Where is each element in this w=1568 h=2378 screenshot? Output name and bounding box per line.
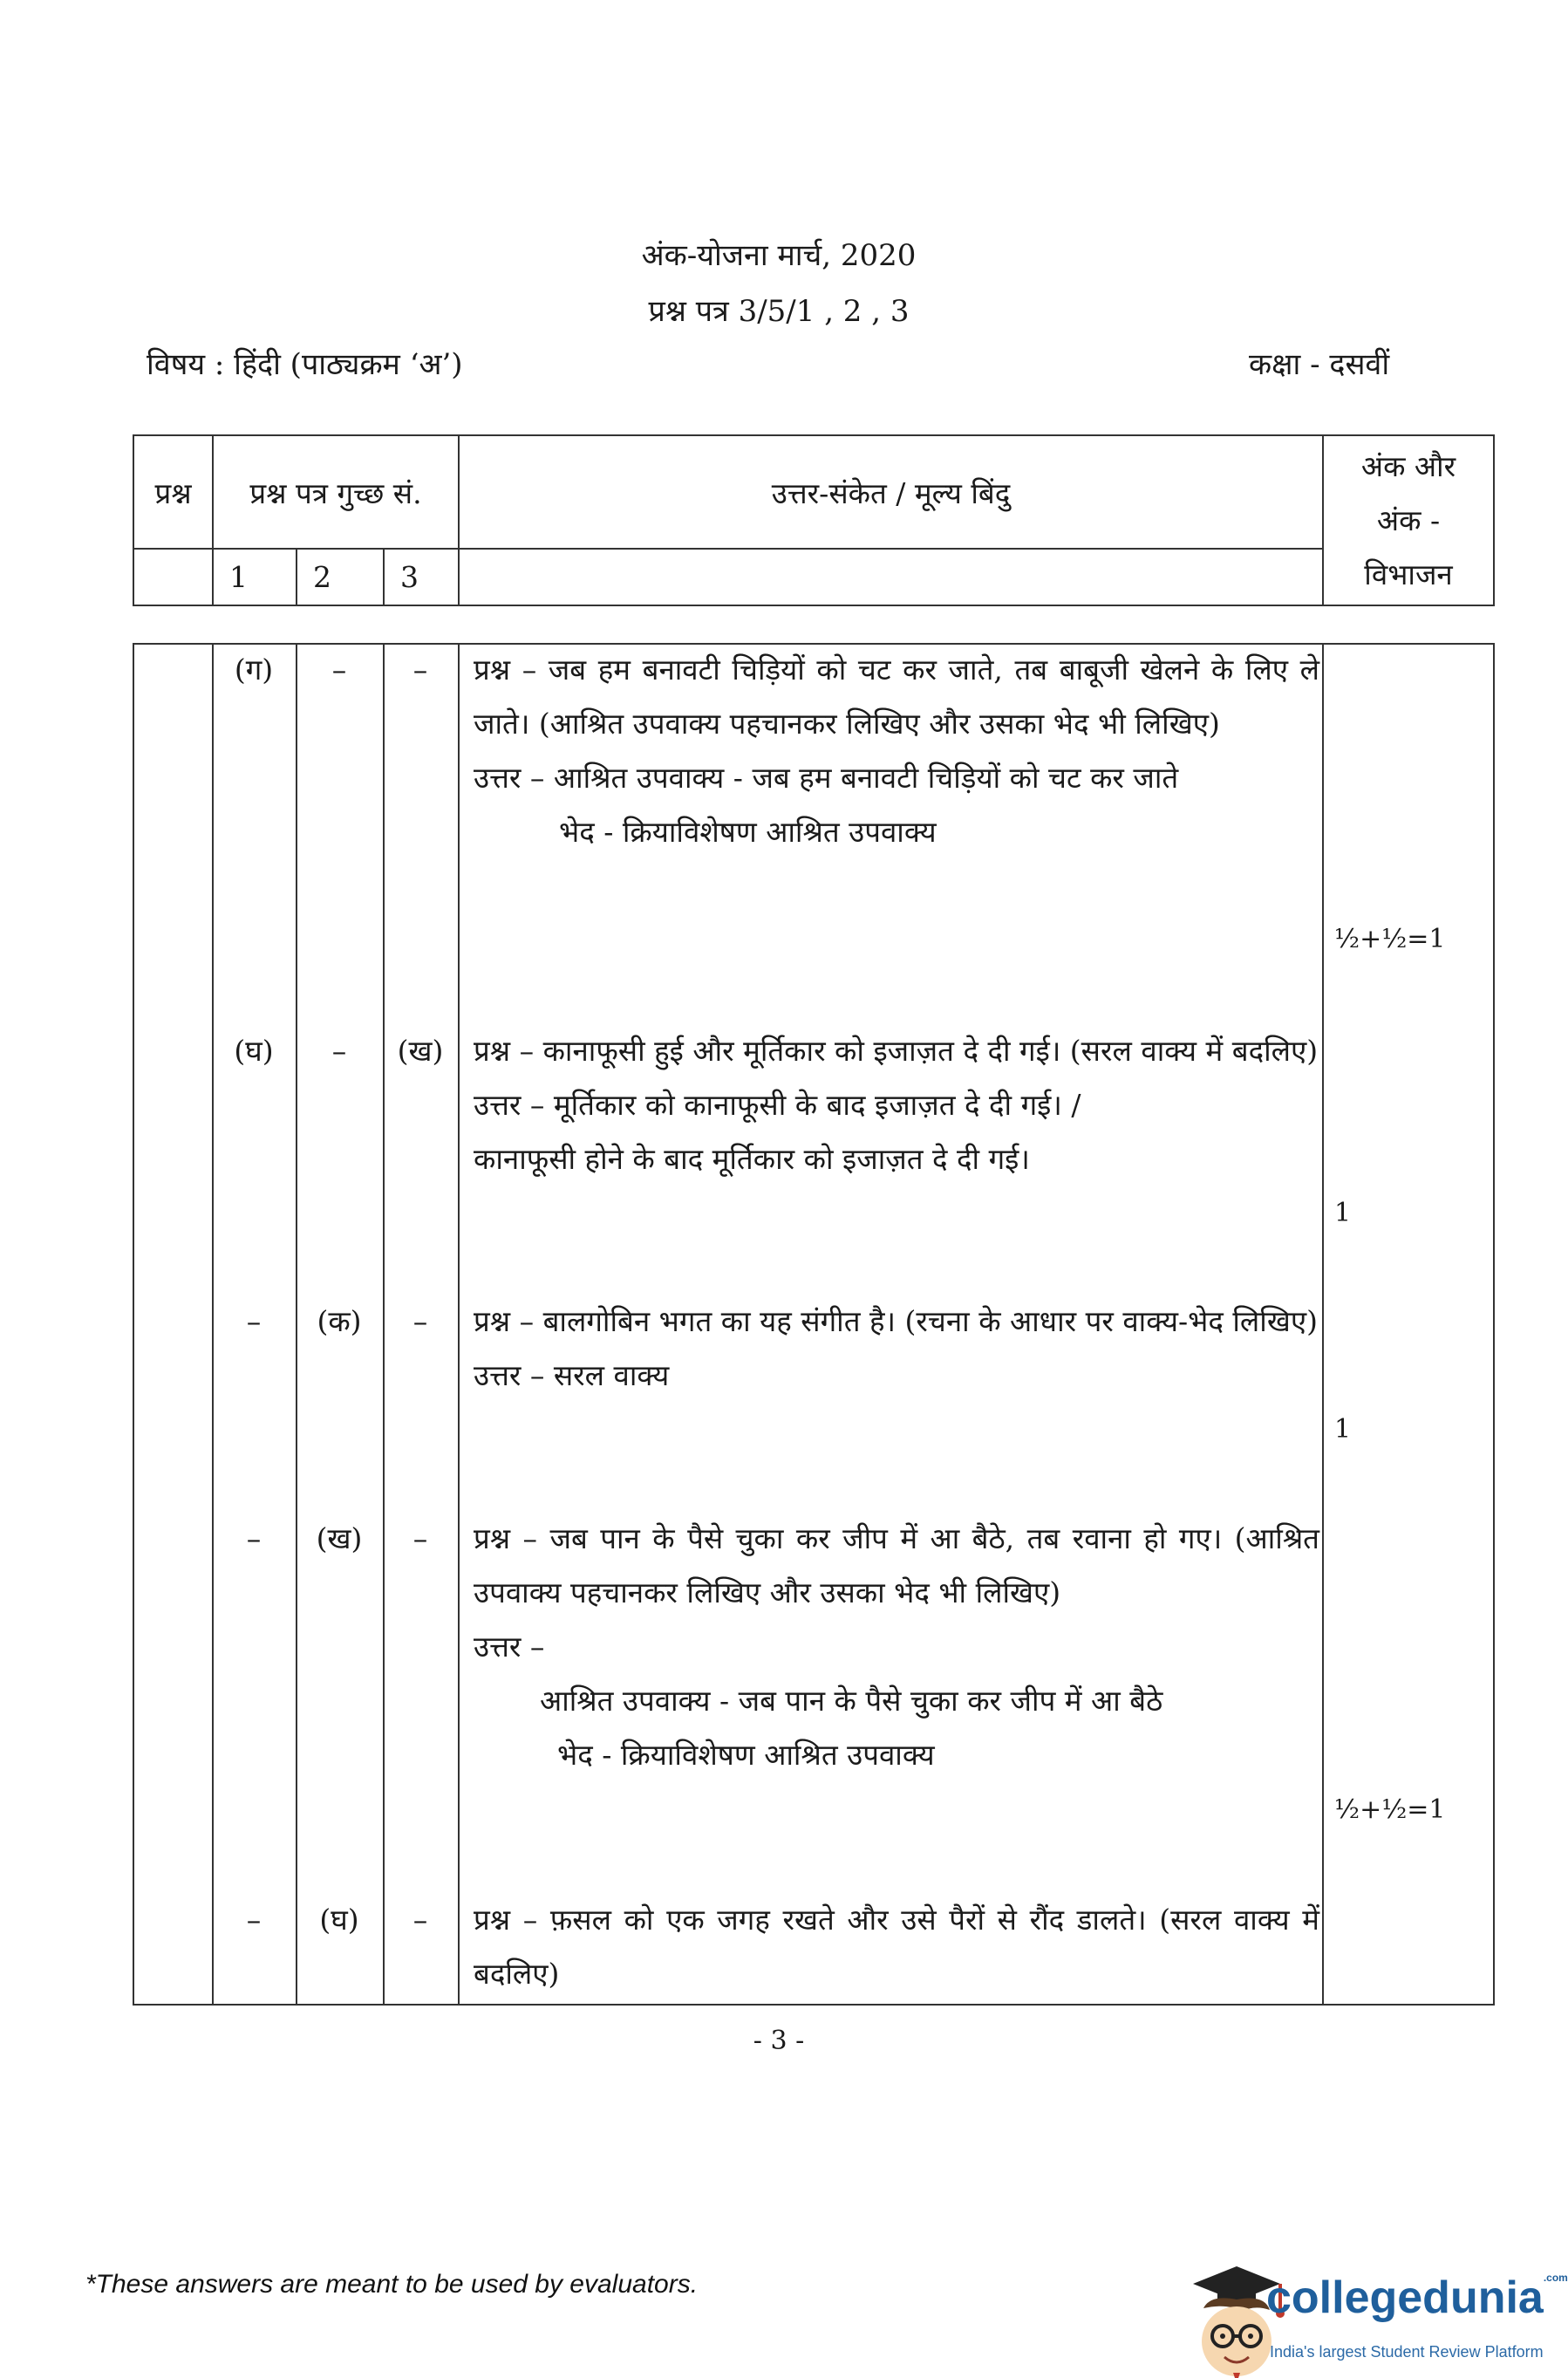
set-number: 3	[384, 549, 459, 605]
paper-code: प्रश्न पत्र 3/5/1 , 2 , 3	[648, 294, 910, 329]
header-blank	[459, 549, 1323, 605]
set-number: 1	[213, 549, 297, 605]
set3-qno: –	[412, 1521, 428, 1555]
marks-value: ½+½=1	[1334, 924, 1446, 954]
set3-qno: –	[412, 1304, 428, 1338]
brand-name-text: collegedunia	[1266, 2272, 1544, 2323]
marks-value: 1	[1334, 1198, 1352, 1228]
header-marks-line: अंक और	[1360, 448, 1456, 483]
set2-qno: –	[331, 653, 347, 687]
answer-line: प्रश्न – जब पान के पैसे चुका कर जीप में आ बैठे, तब रवाना हो गए। (आश्रित उपवाक्य पहचानकर लिखिए और उसका भेद भी लिखिए)	[474, 1521, 1319, 1609]
answer-line: आश्रित उपवाक्य - जब पान के पैसे चुका कर जीप में आ बैठे	[540, 1684, 1163, 1718]
answer-line: भेद - क्रियाविशेषण आश्रित उपवाक्य	[559, 815, 937, 849]
header-answer-hints: उत्तर-संकेत / मूल्य बिंदु	[459, 435, 1323, 549]
answer-text	[474, 1512, 1319, 1782]
header-blank	[133, 549, 213, 605]
set-number: 2	[297, 549, 384, 605]
subject-label: विषय : हिंदी (पाठ्यक्रम ‘अ’)	[147, 347, 463, 382]
answer-line: भेद - क्रियाविशेषण आश्रित उपवाक्य	[557, 1738, 935, 1772]
answer-text	[474, 1024, 1319, 1186]
answer-line: प्रश्न – फ़सल को एक जगह रखते और उसे पैरों से रौंद डालते। (सरल वाक्य में बदलिए)	[474, 1903, 1319, 1991]
answer-text	[474, 1893, 1319, 2001]
evaluator-footnote: *These answers are meant to be used by evaluators.	[85, 2270, 699, 2299]
set1-qno: –	[246, 1903, 262, 1937]
answer-text	[474, 1295, 1319, 1403]
set2-qno: (ख)	[316, 1521, 363, 1555]
class-label: कक्षा - दसवीं	[1249, 347, 1390, 382]
brand-name	[1266, 2272, 1568, 2324]
marks-value: 1	[1334, 1414, 1352, 1445]
brand-suffix: .com	[1543, 2272, 1568, 2284]
set2-qno: (क)	[317, 1304, 362, 1338]
header-marks	[1323, 435, 1494, 605]
answer-line: प्रश्न – बालगोबिन भगत का यह संगीत है। (रचना के आधार पर वाक्य-भेद लिखिए)	[474, 1304, 1318, 1338]
answer-line: उत्तर –	[474, 1630, 545, 1664]
set2-qno: (घ)	[319, 1903, 359, 1937]
set2-qno: –	[331, 1034, 347, 1068]
header-marks-line: अंक -	[1376, 502, 1441, 537]
page-number: - 3 -	[753, 2026, 805, 2056]
answer-line: उत्तर – सरल वाक्य	[474, 1358, 670, 1392]
answer-line: उत्तर – मूर्तिकार को कानाफूसी के बाद इजाज़त दे दी गई। /	[474, 1088, 1081, 1122]
set1-qno: –	[246, 1304, 262, 1338]
brand-tagline: India's largest Student Review Platform	[1270, 2343, 1544, 2361]
answer-line: प्रश्न – जब हम बनावटी चिड़ियों को चट कर जाते, तब बाबूजी खेलने के लिए ले जाते। (आश्रित उपवाक्य पहचानकर लिखिए और उसका भेद भी लिखिए)	[474, 653, 1319, 741]
set3-qno: –	[412, 1903, 428, 1937]
set3-qno: (ख)	[397, 1034, 444, 1068]
set1-qno: (ग)	[234, 653, 274, 687]
header-question: प्रश्न	[133, 435, 213, 549]
answer-line: कानाफूसी होने के बाद मूर्तिकार को इजाज़त दे दी गई।	[474, 1142, 1030, 1176]
answer-text	[474, 643, 1319, 859]
marks-value: ½+½=1	[1334, 1794, 1446, 1825]
set1-qno: –	[246, 1521, 262, 1555]
header-paper-set: प्रश्न पत्र गुच्छ सं.	[213, 435, 459, 549]
header-table	[133, 434, 1495, 606]
answer-line: प्रश्न – कानाफूसी हुई और मूर्तिकार को इजाज़त दे दी गई। (सरल वाक्य में बदलिए)	[474, 1034, 1319, 1068]
answer-line: उत्तर – आश्रित उपवाक्य - जब हम बनावटी चिड़ियों को चट कर जाते	[474, 761, 1179, 795]
set1-qno: (घ)	[234, 1034, 274, 1068]
set3-qno: –	[412, 653, 428, 687]
header-marks-line: विभाजन	[1364, 557, 1453, 591]
document-title: अंक-योजना मार्च, 2020	[641, 238, 917, 273]
